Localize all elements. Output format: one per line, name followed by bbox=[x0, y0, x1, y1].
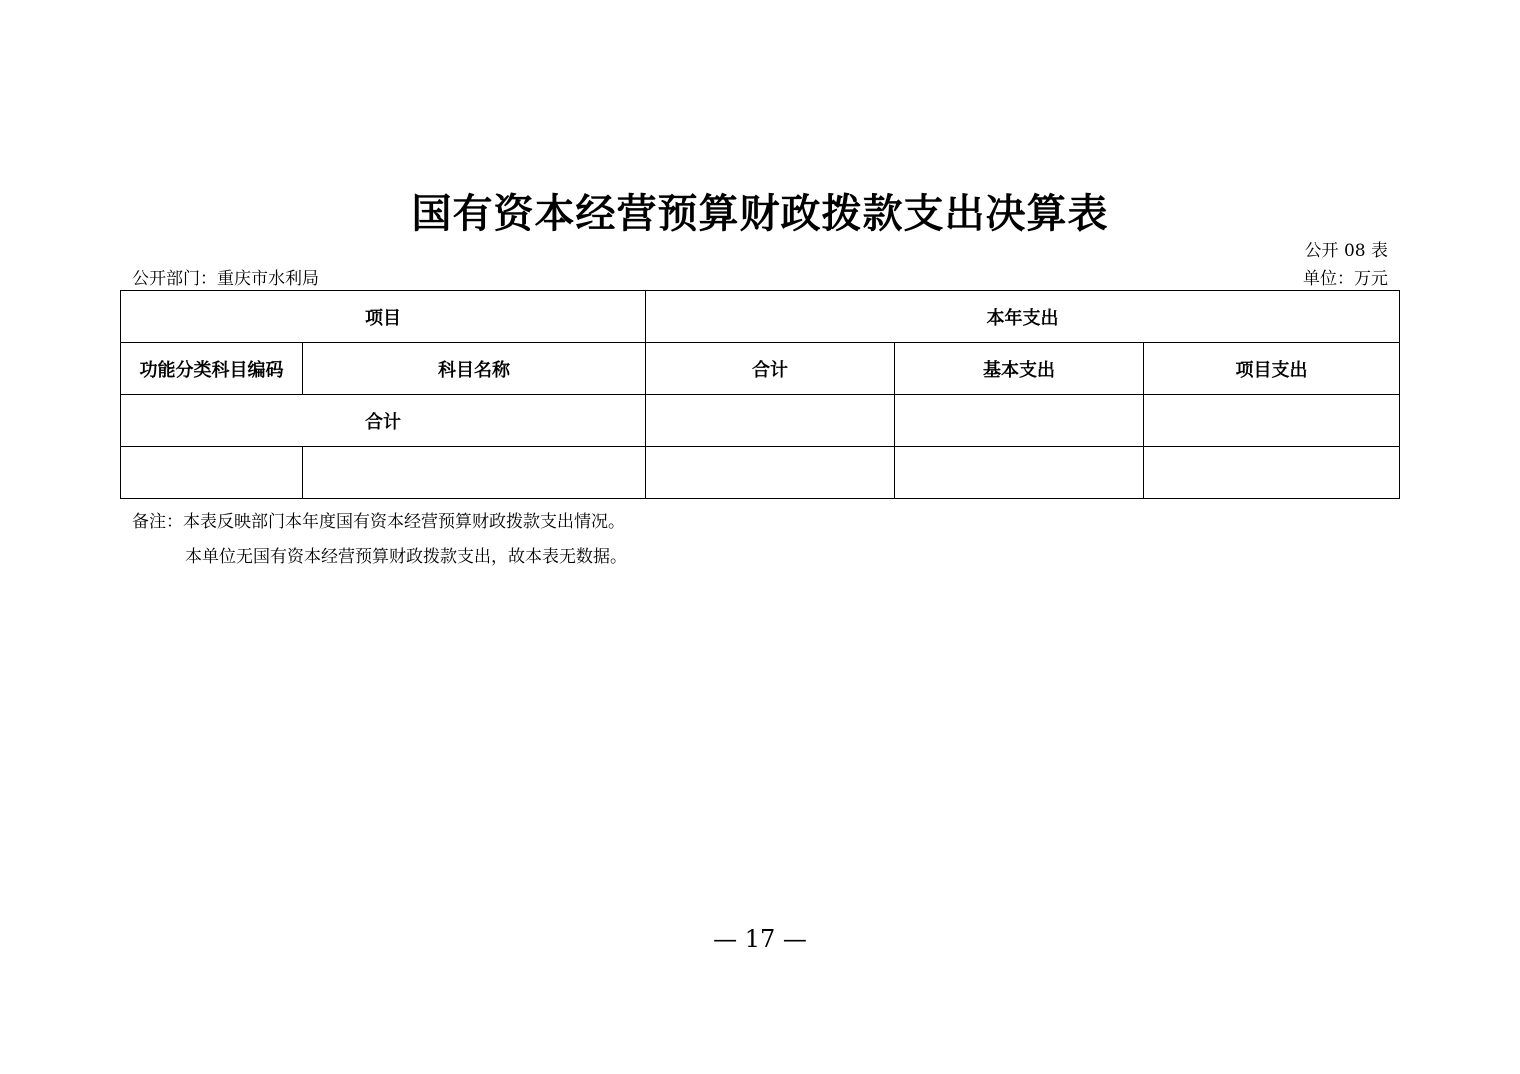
row-project-cell bbox=[1144, 447, 1400, 499]
document-title: 国有资本经营预算财政拨款支出决算表 bbox=[411, 190, 1109, 237]
row-code-cell bbox=[121, 447, 303, 499]
header-name: 科目名称 bbox=[303, 343, 646, 395]
header-project: 项目支出 bbox=[1144, 343, 1400, 395]
note-line-1: 备注：本表反映部门本年度国有资本经营预算财政拨款支出情况。 bbox=[132, 512, 625, 532]
header-item: 项目 bbox=[121, 291, 646, 343]
note-line-2: 本单位无国有资本经营预算财政拨款支出，故本表无数据。 bbox=[185, 547, 627, 567]
row-name-cell bbox=[303, 447, 646, 499]
header-row-1 bbox=[121, 291, 1400, 343]
header-basic: 基本支出 bbox=[895, 343, 1144, 395]
department-label: 公开部门：重庆市水利局 bbox=[132, 269, 319, 289]
total-basic-cell bbox=[895, 395, 1144, 447]
header-total: 合计 bbox=[646, 343, 895, 395]
header-expenditure: 本年支出 bbox=[646, 291, 1400, 343]
page-number: — 17 — bbox=[713, 925, 807, 953]
header-code: 功能分类科目编码 bbox=[121, 343, 303, 395]
total-row bbox=[121, 395, 1400, 447]
header-row-2 bbox=[121, 343, 1400, 395]
row-basic-cell bbox=[895, 447, 1144, 499]
total-label: 合计 bbox=[121, 395, 646, 447]
table-row bbox=[121, 447, 1400, 499]
budget-table bbox=[120, 290, 1400, 499]
total-project-cell bbox=[1144, 395, 1400, 447]
table-number: 公开 08 表 bbox=[1304, 241, 1388, 261]
total-total-cell bbox=[646, 395, 895, 447]
unit-label: 单位：万元 bbox=[1303, 269, 1388, 289]
row-total-cell bbox=[646, 447, 895, 499]
